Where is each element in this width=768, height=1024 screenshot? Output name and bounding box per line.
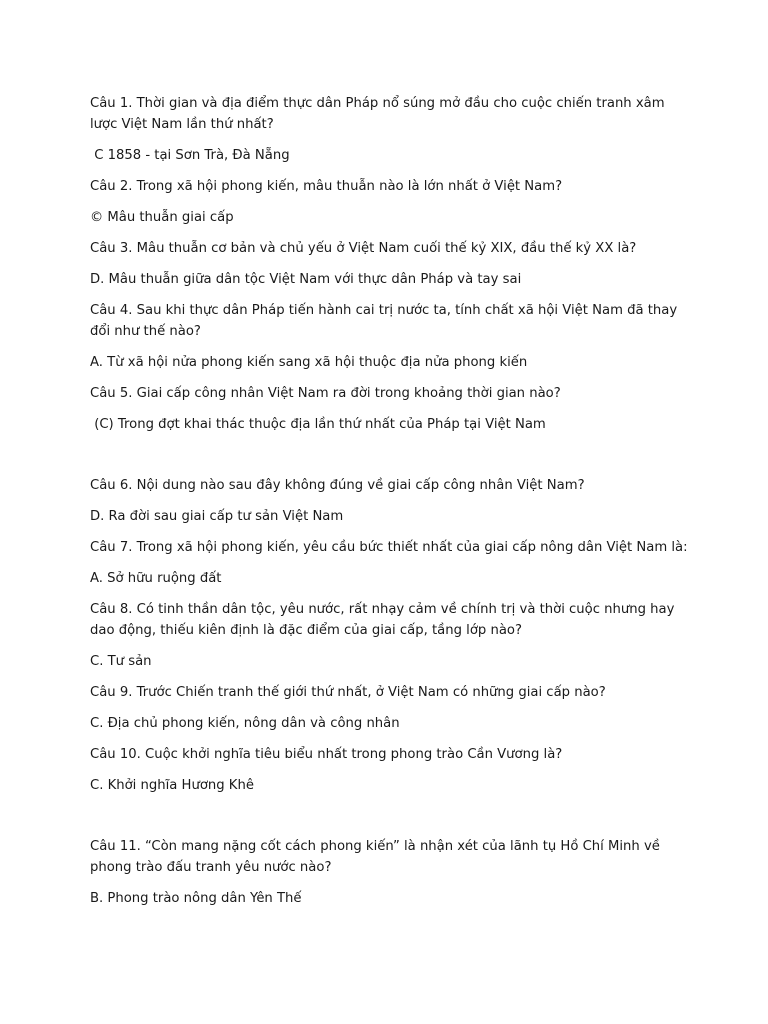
question-text: Câu 11. “Còn mang nặng cốt cách phong kiến” là nhận xét của lãnh tụ Hồ Chí Minh về phong trào đấu tranh yêu nước nào? xyxy=(90,839,665,875)
question-text: Câu 1. Thời gian và địa điểm thực dân Pháp nổ súng mở đầu cho cuộc chiến tranh xâm lược Việt Nam lần thứ nhất? xyxy=(90,96,669,132)
answer-text: A. Từ xã hội nửa phong kiến sang xã hội thuộc địa nửa phong kiến xyxy=(90,355,528,370)
question-text: Câu 7. Trong xã hội phong kiến, yêu cầu bức thiết nhất của giai cấp nông dân Việt Nam là: xyxy=(90,540,688,555)
answer-text: D. Ra đời sau giai cấp tư sản Việt Nam xyxy=(90,509,344,524)
answer-text: C. Khởi nghĩa Hương Khê xyxy=(90,778,254,793)
question-text: Câu 8. Có tinh thần dân tộc, yêu nước, rất nhạy cảm về chính trị và thời cuộc nhưng hay dao động, thiếu kiên định là đặc điểm của giai cấp, tầng lớp nào? xyxy=(90,602,679,638)
document-body xyxy=(90,93,690,919)
answer-text: D. Mâu thuẫn giữa dân tộc Việt Nam với thực dân Pháp và tay sai xyxy=(90,272,522,287)
question-text: Câu 5. Giai cấp công nhân Việt Nam ra đời trong khoảng thời gian nào? xyxy=(90,386,561,401)
answer-text: C. Tư sản xyxy=(90,654,152,669)
blank-line xyxy=(90,445,690,465)
question-text: Câu 9. Trước Chiến tranh thế giới thứ nhất, ở Việt Nam có những giai cấp nào? xyxy=(90,685,606,700)
answer-text: A. Sở hữu ruộng đất xyxy=(90,571,222,586)
question-text: Câu 10. Cuộc khởi nghĩa tiêu biểu nhất trong phong trào Cần Vương là? xyxy=(90,747,563,762)
answer-text: B. Phong trào nông dân Yên Thế xyxy=(90,891,302,906)
answer-text: (C) Trong đợt khai thác thuộc địa lần thứ nhất của Pháp tại Việt Nam xyxy=(90,417,546,432)
question-text: Câu 2. Trong xã hội phong kiến, mâu thuẫn nào là lớn nhất ở Việt Nam? xyxy=(90,179,563,194)
answer-text: C. Địa chủ phong kiến, nông dân và công nhân xyxy=(90,716,400,731)
question-text: Câu 4. Sau khi thực dân Pháp tiến hành cai trị nước ta, tính chất xã hội Việt Nam đã thay đổi như thế nào? xyxy=(90,303,682,339)
blank-line xyxy=(90,806,690,826)
answer-text: C 1858 - tại Sơn Trà, Đà Nẵng xyxy=(90,148,290,163)
question-text: Câu 3. Mâu thuẫn cơ bản và chủ yếu ở Việt Nam cuối thế kỷ XIX, đầu thế kỷ XX là? xyxy=(90,241,637,256)
question-text: Câu 6. Nội dung nào sau đây không đúng về giai cấp công nhân Việt Nam? xyxy=(90,478,585,493)
answer-text: © Mâu thuẫn giai cấp xyxy=(90,210,234,225)
